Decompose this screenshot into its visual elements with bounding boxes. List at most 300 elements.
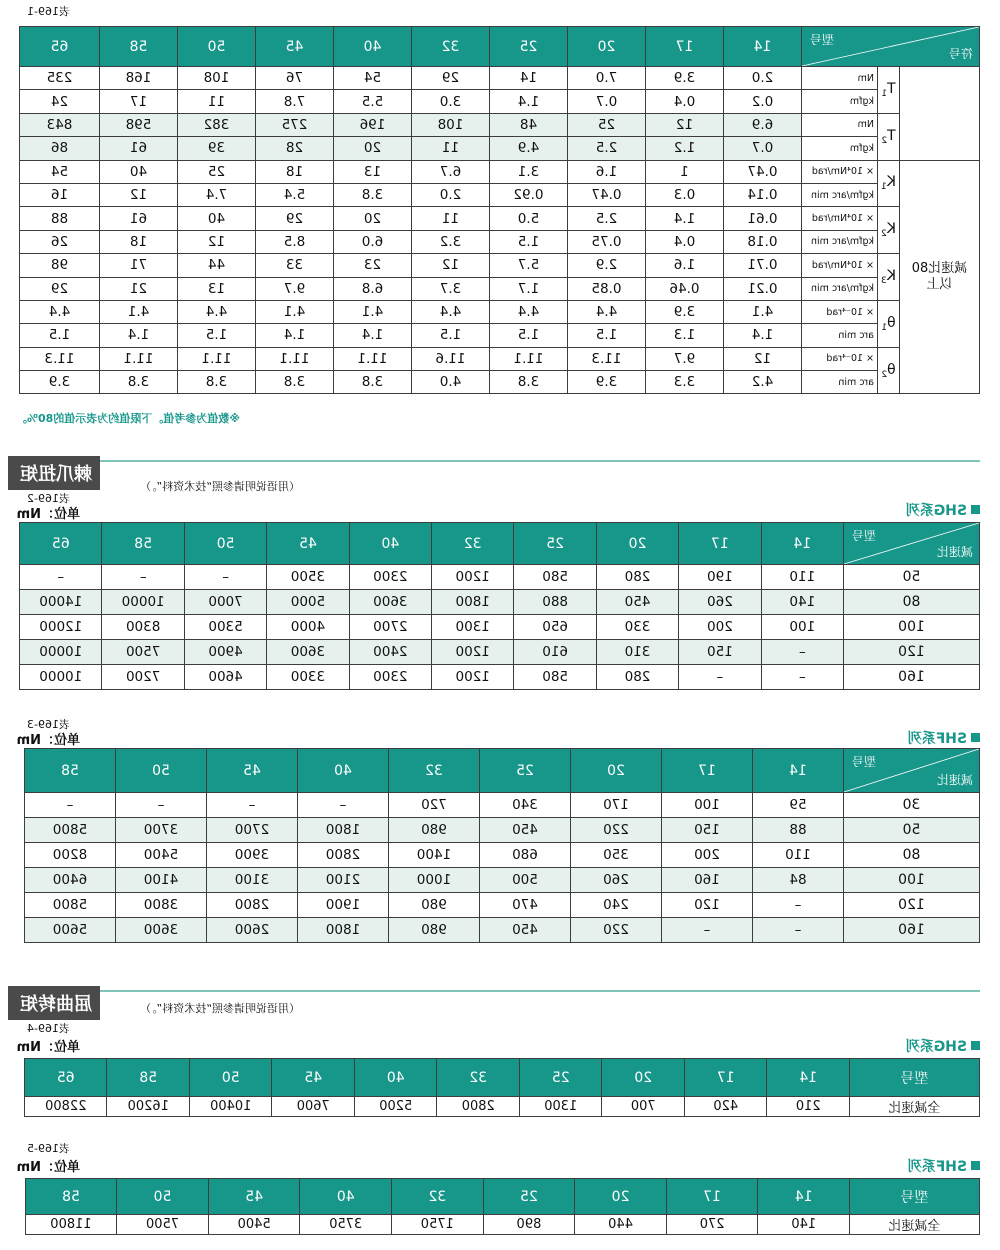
t4-model-header: 14 [767,1059,850,1097]
t5-row-label: 全减速比 [850,1215,980,1235]
t2-header-type: 型号 [852,529,877,543]
t1-cell: 7.8 [255,90,333,113]
t1-cell: 26 [19,230,99,253]
t1-cell: 11 [411,137,489,160]
series-marker-icon [971,733,980,742]
t4-cell: 2800 [437,1097,520,1117]
t1-cell: 14 [489,67,567,90]
table-row [20,565,980,590]
t3-cell: 200 [662,843,753,868]
t1-cell: 76 [255,67,333,90]
t1-model-header: 40 [333,27,411,67]
t4-header-type: 型号 [850,1059,980,1097]
t3-ratio: 30 [844,793,980,818]
t1-cell: 11.3 [19,347,99,370]
t1-unit: × 10⁴Nm/rad [801,160,877,183]
t2-cell: – [761,640,843,665]
t5-cell: 5400 [208,1215,300,1235]
t5-model-header: 14 [758,1179,850,1215]
t1-cell: 4.0 [411,371,489,394]
t3-cell: 6400 [25,868,116,893]
t3-cell: 8200 [25,843,116,868]
t1-cell: 382 [177,113,255,136]
t1-cell: 98 [19,254,99,277]
t2-cell: 10000 [102,590,184,615]
t1-cell: 3.7 [411,277,489,300]
t2-model-header: 58 [102,523,184,565]
t3-cell: 120 [662,893,753,918]
table-169-4-unit: 单位：Nm [16,1040,80,1055]
t1-cell: 5.4 [255,183,333,206]
t3-cell: 980 [389,818,480,843]
t2-cell: 2300 [349,665,431,690]
t2-model-header: 40 [349,523,431,565]
t2-corner-header [844,523,980,565]
t1-cell: 0.3 [645,183,723,206]
t5-cell: 270 [666,1215,758,1235]
table-row [25,868,980,893]
t1-cell: 3.8 [333,371,411,394]
t3-cell: 450 [480,818,571,843]
t3-cell: – [753,918,844,943]
t1-symbol [878,113,900,160]
t1-symbol [878,347,900,394]
t2-cell: – [20,565,102,590]
table-row [20,590,980,615]
t4-model-header: 17 [685,1059,768,1097]
t1-model-header: 45 [255,27,333,67]
t2-cell: 1200 [432,665,514,690]
t2-cell: 7200 [102,665,184,690]
t1-symbol-sub: 3 [881,276,887,287]
table-row [19,277,979,300]
t1-symbol [878,160,900,207]
table-row [20,640,980,665]
t1-cell: 9.7 [645,347,723,370]
t2-cell: 110 [761,565,843,590]
t1-cell: 0.4 [645,230,723,253]
t4-cell: 420 [685,1097,768,1117]
t1-cell: 54 [19,160,99,183]
t1-cell: 3.8 [177,371,255,394]
section-divider [100,990,980,992]
t2-cell: 190 [679,565,761,590]
table-row [19,137,979,160]
t4-model-header: 65 [25,1059,108,1097]
t5-cell: 3750 [300,1215,392,1235]
series-label: SHF系列 [907,731,967,747]
t3-cell: 980 [389,893,480,918]
t1-cell: 275 [255,113,333,136]
t1-cell: 3.9 [645,67,723,90]
t1-model-header: 58 [99,27,177,67]
t1-symbol-main: K [886,174,896,191]
t1-cell: 4.9 [489,137,567,160]
t1-cell: 0.92 [489,183,567,206]
t3-cell: 170 [571,793,662,818]
t1-symbol-main: T [887,127,896,144]
t3-cell: 1800 [298,918,389,943]
t2-cell: 8300 [102,615,184,640]
t1-cell: 3.8 [489,371,567,394]
t1-cell: 1.4 [489,90,567,113]
t1-cell: 0.47 [723,160,801,183]
t1-unit: kgfm/arc min [801,277,877,300]
t1-cell: 6.0 [333,230,411,253]
t1-cell: 20 [333,137,411,160]
t2-ratio: 120 [844,640,980,665]
t1-header-type: 型号 [809,33,834,47]
t3-cell: 59 [753,793,844,818]
t1-cell: 1.2 [645,137,723,160]
t1-cell: 13 [177,277,255,300]
t2-cell: 1800 [432,590,514,615]
table-row [19,113,979,136]
t1-cell: 2.0 [723,67,801,90]
t1-cell: 3.8 [99,371,177,394]
t3-cell: 2800 [298,843,389,868]
t1-unit: × 10⁻⁴rad [801,300,877,323]
series-marker-icon [971,1161,980,1170]
t2-cell: 12000 [20,615,102,640]
table-169-5-tag: 表169-5 [27,1142,70,1155]
t1-model-header: 20 [567,27,645,67]
t1-cell: 5.7 [489,254,567,277]
t3-cell: 3100 [207,868,298,893]
table-169-4 [24,1058,980,1117]
table-169-5 [25,1178,980,1235]
t3-cell: 220 [571,818,662,843]
t2-cell: 4600 [184,665,266,690]
t3-cell: 1000 [389,868,480,893]
t3-cell: 2700 [207,818,298,843]
t2-cell: 1200 [432,565,514,590]
t2-cell: 5000 [267,590,349,615]
t1-group-blank [900,67,980,161]
t1-cell: 4.1 [255,300,333,323]
t1-cell: 1.3 [645,324,723,347]
t2-header-ratio: 减速比 [936,545,973,559]
table-row [25,843,980,868]
t1-footnote: ※数值为参考值。下限值约为表示值的80%。 [15,412,240,425]
table-row [19,254,979,277]
t1-cell: 29 [19,277,99,300]
t4-cell: 1300 [520,1097,603,1117]
t1-unit: kgfm [801,90,877,113]
section-note-buckling: （用语说明请参照“技术资料”。） [140,1002,300,1015]
t1-model-header: 14 [723,27,801,67]
t5-cell: 440 [575,1215,667,1235]
t1-cell: 11 [411,207,489,230]
t1-cell: 0.71 [723,254,801,277]
table-row [19,371,979,394]
t3-cell: 340 [480,793,571,818]
t4-cell: 7600 [272,1097,355,1117]
t2-model-header: 17 [679,523,761,565]
t1-cell: 4.4 [19,300,99,323]
t3-cell: 470 [480,893,571,918]
t1-cell: 0.75 [567,230,645,253]
series-label: SHG系列 [905,1039,967,1055]
t3-model-header: 45 [207,749,298,793]
t5-model-header: 40 [300,1179,392,1215]
t3-cell: 240 [571,893,662,918]
t1-cell: 1.4 [723,324,801,347]
section-title-buckling: 屈曲转矩 [8,986,100,1020]
table-row [19,324,979,347]
t2-cell: 2400 [349,640,431,665]
t2-cell: – [102,565,184,590]
t1-cell: 4.1 [723,300,801,323]
table-row [19,300,979,323]
t3-cell: 3600 [116,918,207,943]
t3-cell: 1800 [298,818,389,843]
t1-cell: 16 [19,183,99,206]
t1-cell: 11.1 [489,347,567,370]
t2-cell: 280 [596,565,678,590]
t1-header-symbol: 符号 [948,47,973,61]
t2-cell: 3500 [267,565,349,590]
table-row [19,230,979,253]
table-169-2 [19,522,980,690]
t2-cell: – [184,565,266,590]
t1-symbol [878,207,900,254]
t1-cell: 196 [333,113,411,136]
t5-model-header: 25 [483,1179,575,1215]
t1-cell: 2.5 [567,137,645,160]
t1-cell: 0.47 [567,183,645,206]
t1-cell: 5.0 [489,207,567,230]
series-marker-icon [971,505,980,514]
section-note-ratchet: （用语说明请参照“技术资料”。） [140,480,300,493]
table-row [19,90,979,113]
t1-cell: 2.0 [411,183,489,206]
t4-cell: 10400 [190,1097,273,1117]
t5-model-header: 32 [392,1179,484,1215]
t3-cell: 5800 [25,818,116,843]
t3-ratio: 50 [844,818,980,843]
t2-cell: 150 [679,640,761,665]
t4-model-header: 45 [272,1059,355,1097]
t3-cell: 350 [571,843,662,868]
t1-cell: 11.1 [177,347,255,370]
t3-model-header: 40 [298,749,389,793]
t3-cell: 100 [662,793,753,818]
table-169-2-unit: 单位：Nm [16,507,80,522]
t2-cell: – [761,665,843,690]
t3-cell: 2800 [207,893,298,918]
table-169-3-series [908,728,980,748]
t5-model-header: 20 [575,1179,667,1215]
t5-model-header: 45 [208,1179,300,1215]
t1-cell: 8.5 [255,230,333,253]
t3-ratio: 80 [844,843,980,868]
t1-cell: 25 [567,113,645,136]
t2-cell: 280 [596,665,678,690]
t1-cell: 1.4 [333,324,411,347]
t1-symbol-main: θ [887,361,896,378]
section-title-ratchet: 棘爪扭矩 [8,456,100,490]
t1-cell: 3.8 [333,183,411,206]
t1-unit: Nm [801,67,877,90]
t1-cell: 25 [177,160,255,183]
t3-cell: – [298,793,389,818]
t1-cell: 108 [177,67,255,90]
t3-model-header: 20 [571,749,662,793]
t2-cell: 1300 [432,615,514,640]
t5-cell: 890 [483,1215,575,1235]
t2-cell: 7000 [184,590,266,615]
t3-cell: 1900 [298,893,389,918]
t1-cell: 1.5 [567,324,645,347]
table-row [19,67,979,90]
t1-symbol-sub: 1 [881,322,888,333]
t2-cell: 3600 [349,590,431,615]
t1-cell: 1.5 [489,324,567,347]
t1-cell: 0.46 [645,277,723,300]
t1-cell: 843 [19,113,99,136]
t1-cell: 86 [19,137,99,160]
table-row [19,347,979,370]
t3-header-type: 型号 [852,755,877,769]
t1-symbol [878,254,900,301]
t2-model-header: 32 [432,523,514,565]
t1-cell: 40 [177,207,255,230]
table-row [19,183,979,206]
t5-cell: 1750 [392,1215,484,1235]
t4-row-label: 全减速比 [850,1097,980,1117]
t1-cell: 20 [333,207,411,230]
t4-model-header: 50 [190,1059,273,1097]
t5-cell: 7500 [117,1215,209,1235]
t4-cell: 210 [767,1097,850,1117]
t3-cell: 3800 [116,893,207,918]
t1-unit: Nm [801,113,877,136]
table-row [19,160,979,183]
t2-cell: 610 [514,640,596,665]
t2-model-header: 20 [596,523,678,565]
t1-cell: 3.8 [255,371,333,394]
t1-cell: 1.5 [411,324,489,347]
t1-cell: 4.4 [489,300,567,323]
table-row [20,665,980,690]
table-169-2-tag: 表169-2 [27,492,70,505]
t1-cell: 18 [255,160,333,183]
t3-model-header: 17 [662,749,753,793]
table-169-4-series [906,1036,980,1056]
table-169-4-tag: 表169-4 [27,1022,70,1035]
t1-cell: 3.9 [645,300,723,323]
t1-cell: 3.3 [645,371,723,394]
t5-cell: 140 [758,1215,850,1235]
t1-symbol [878,300,900,347]
t2-cell: 7500 [102,640,184,665]
t4-model-header: 25 [520,1059,603,1097]
t1-cell: 4.2 [723,371,801,394]
table-169-3 [24,748,980,943]
t4-cell: 16200 [107,1097,190,1117]
t1-cell: 0.18 [723,230,801,253]
t4-model-header: 32 [437,1059,520,1097]
t1-cell: 1 [645,160,723,183]
t1-cell: 12 [99,183,177,206]
t1-cell: 6.7 [411,160,489,183]
t1-cell: 61 [99,207,177,230]
t3-cell: 110 [753,843,844,868]
t1-cell: 71 [99,254,177,277]
t1-cell: 1.4 [99,324,177,347]
t3-corner-header [844,749,980,793]
section-divider [100,460,980,462]
t1-cell: 11 [177,90,255,113]
t3-cell: 150 [662,818,753,843]
t1-corner-header [801,27,979,67]
t3-cell: – [207,793,298,818]
t3-cell: 450 [480,918,571,943]
t1-cell: 40 [99,160,177,183]
t3-cell: 220 [571,918,662,943]
t1-cell: 0.21 [723,277,801,300]
t1-cell: 48 [489,113,567,136]
t1-symbol-main: θ [887,314,896,331]
t1-cell: 0.14 [723,183,801,206]
table-row [25,818,980,843]
t1-cell: 0.85 [567,277,645,300]
t3-cell: 680 [480,843,571,868]
t1-cell: 1.5 [19,324,99,347]
t1-cell: 61 [99,137,177,160]
t3-cell: 88 [753,818,844,843]
t3-model-header: 25 [480,749,571,793]
t2-cell: 330 [596,615,678,640]
t2-cell: 3600 [267,640,349,665]
t1-model-header: 32 [411,27,489,67]
t3-cell: 160 [662,868,753,893]
t1-cell: 21 [99,277,177,300]
t3-cell: 4100 [116,868,207,893]
series-marker-icon [971,1041,980,1050]
t1-cell: 598 [99,113,177,136]
t2-cell: 2300 [349,565,431,590]
t2-cell: 650 [514,615,596,640]
t1-unit: kgfm/arc min [801,230,877,253]
t1-symbol-main: K [886,221,896,238]
t2-model-header: 50 [184,523,266,565]
t1-cell: 33 [255,254,333,277]
t2-cell: 200 [679,615,761,640]
t2-cell: 4900 [184,640,266,665]
t1-unit: × 10⁻⁴rad [801,347,877,370]
t1-cell: 88 [19,207,99,230]
t1-group-label: 减速比80以上 [900,160,980,394]
t1-unit: arc min [801,324,877,347]
t1-cell: 7.4 [177,183,255,206]
t1-cell: 54 [333,67,411,90]
t1-cell: 2.9 [567,254,645,277]
t1-cell: 5.5 [333,90,411,113]
t3-header-ratio: 减速比 [936,773,973,787]
t3-cell: 3900 [207,843,298,868]
t2-cell: – [679,665,761,690]
t4-cell: 700 [602,1097,685,1117]
t2-cell: 580 [514,565,596,590]
t1-cell: 1.7 [489,277,567,300]
t3-cell: 980 [389,918,480,943]
t3-cell: 500 [480,868,571,893]
t1-cell: 23 [333,254,411,277]
t1-symbol-main: K [886,268,896,285]
t1-cell: 11.1 [99,347,177,370]
